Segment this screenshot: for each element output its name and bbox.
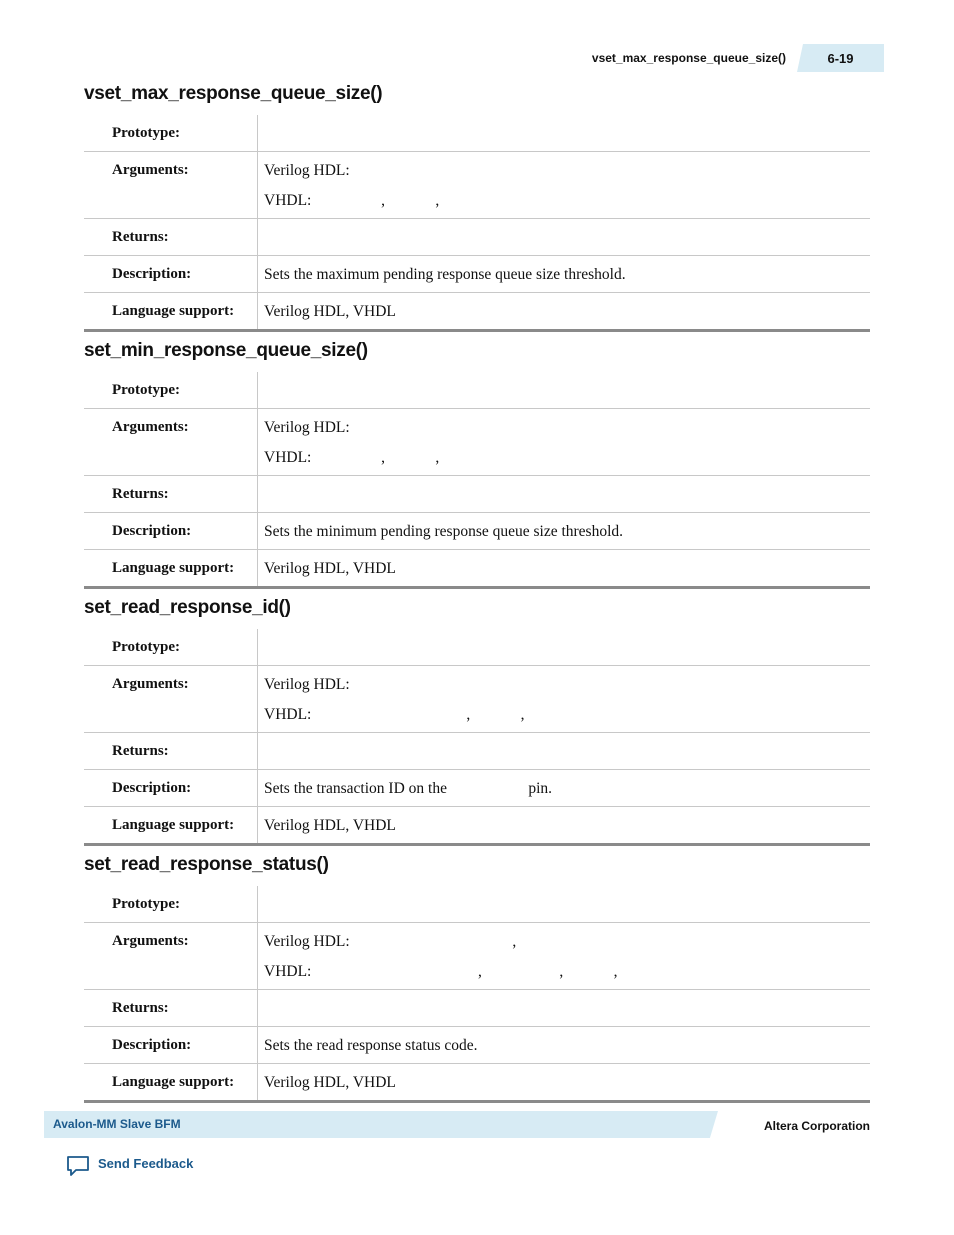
- description-label: Description:: [84, 256, 258, 292]
- function-table: [84, 372, 870, 589]
- language-support-label: Language support:: [84, 807, 258, 843]
- prototype-row: [84, 629, 870, 665]
- arguments-label: Arguments:: [84, 409, 258, 475]
- returns-value: [258, 476, 870, 512]
- prototype-label: Prototype:: [84, 115, 258, 151]
- prototype-value: [258, 115, 870, 151]
- language-support-label: Language support:: [84, 293, 258, 329]
- description-row: [84, 255, 870, 292]
- send-feedback-link[interactable]: Send Feedback: [98, 1156, 194, 1171]
- description-value: Sets the minimum pending response queue size threshold.: [264, 523, 624, 540]
- function-table: [84, 886, 870, 1103]
- section-title: vset_max_response_queue_size(): [84, 83, 383, 104]
- language-support-row: [84, 806, 870, 843]
- language-support-value: Verilog HDL, VHDL: [264, 560, 396, 577]
- prototype-value: [258, 372, 870, 408]
- returns-label: Returns:: [84, 219, 258, 255]
- returns-label: Returns:: [84, 476, 258, 512]
- running-header-title: vset_max_response_queue_size(): [591, 51, 786, 65]
- prototype-row: [84, 115, 870, 151]
- description-row: [84, 769, 870, 806]
- language-support-label: Language support:: [84, 550, 258, 586]
- prototype-label: Prototype:: [84, 629, 258, 665]
- description-label: Description:: [84, 770, 258, 806]
- returns-row: [84, 475, 870, 512]
- prototype-label: Prototype:: [84, 886, 258, 922]
- arguments-row: [84, 408, 870, 475]
- arguments-vhdl: VHDL: , ,: [264, 449, 440, 466]
- arguments-verilog: Verilog HDL: ,: [264, 933, 517, 950]
- returns-label: Returns:: [84, 733, 258, 769]
- arguments-vhdl: VHDL: , ,: [264, 706, 525, 723]
- language-support-row: [84, 549, 870, 586]
- prototype-row: [84, 886, 870, 922]
- function-table: [84, 629, 870, 846]
- arguments-verilog: Verilog HDL:: [264, 419, 350, 436]
- prototype-value: [258, 629, 870, 665]
- returns-row: [84, 732, 870, 769]
- prototype-row: [84, 372, 870, 408]
- language-support-value: Verilog HDL, VHDL: [264, 1074, 396, 1091]
- returns-value: [258, 219, 870, 255]
- returns-value: [258, 990, 870, 1026]
- arguments-row: [84, 922, 870, 989]
- arguments-label: Arguments:: [84, 152, 258, 218]
- arguments-vhdl: VHDL: , ,: [264, 192, 440, 209]
- description-label: Description:: [84, 1027, 258, 1063]
- prototype-value: [258, 886, 870, 922]
- language-support-label: Language support:: [84, 1064, 258, 1100]
- page-number: 6-19: [827, 51, 854, 66]
- description-label: Description:: [84, 513, 258, 549]
- footer-section-name: Avalon-MM Slave BFM: [53, 1117, 181, 1131]
- description-row: [84, 1026, 870, 1063]
- prototype-label: Prototype:: [84, 372, 258, 408]
- language-support-row: [84, 292, 870, 329]
- section-title: set_read_response_status(): [84, 854, 329, 875]
- arguments-row: [84, 151, 870, 218]
- description-value: Sets the transaction ID on the pin.: [264, 780, 552, 797]
- arguments-verilog: Verilog HDL:: [264, 676, 350, 693]
- description-row: [84, 512, 870, 549]
- returns-label: Returns:: [84, 990, 258, 1026]
- language-support-value: Verilog HDL, VHDL: [264, 303, 396, 320]
- section-title: set_read_response_id(): [84, 597, 291, 618]
- arguments-row: [84, 665, 870, 732]
- section-title: set_min_response_queue_size(): [84, 340, 368, 361]
- arguments-label: Arguments:: [84, 666, 258, 732]
- description-value: Sets the read response status code.: [264, 1037, 478, 1054]
- arguments-label: Arguments:: [84, 923, 258, 989]
- language-support-row: [84, 1063, 870, 1100]
- arguments-verilog: Verilog HDL:: [264, 162, 350, 179]
- description-value: Sets the maximum pending response queue size threshold.: [264, 266, 626, 283]
- function-table: [84, 115, 870, 332]
- feedback-icon[interactable]: [66, 1155, 90, 1177]
- footer-company: Altera Corporation: [764, 1119, 871, 1133]
- returns-row: [84, 218, 870, 255]
- returns-value: [258, 733, 870, 769]
- arguments-vhdl: VHDL: , , ,: [264, 963, 618, 980]
- returns-row: [84, 989, 870, 1026]
- language-support-value: Verilog HDL, VHDL: [264, 817, 396, 834]
